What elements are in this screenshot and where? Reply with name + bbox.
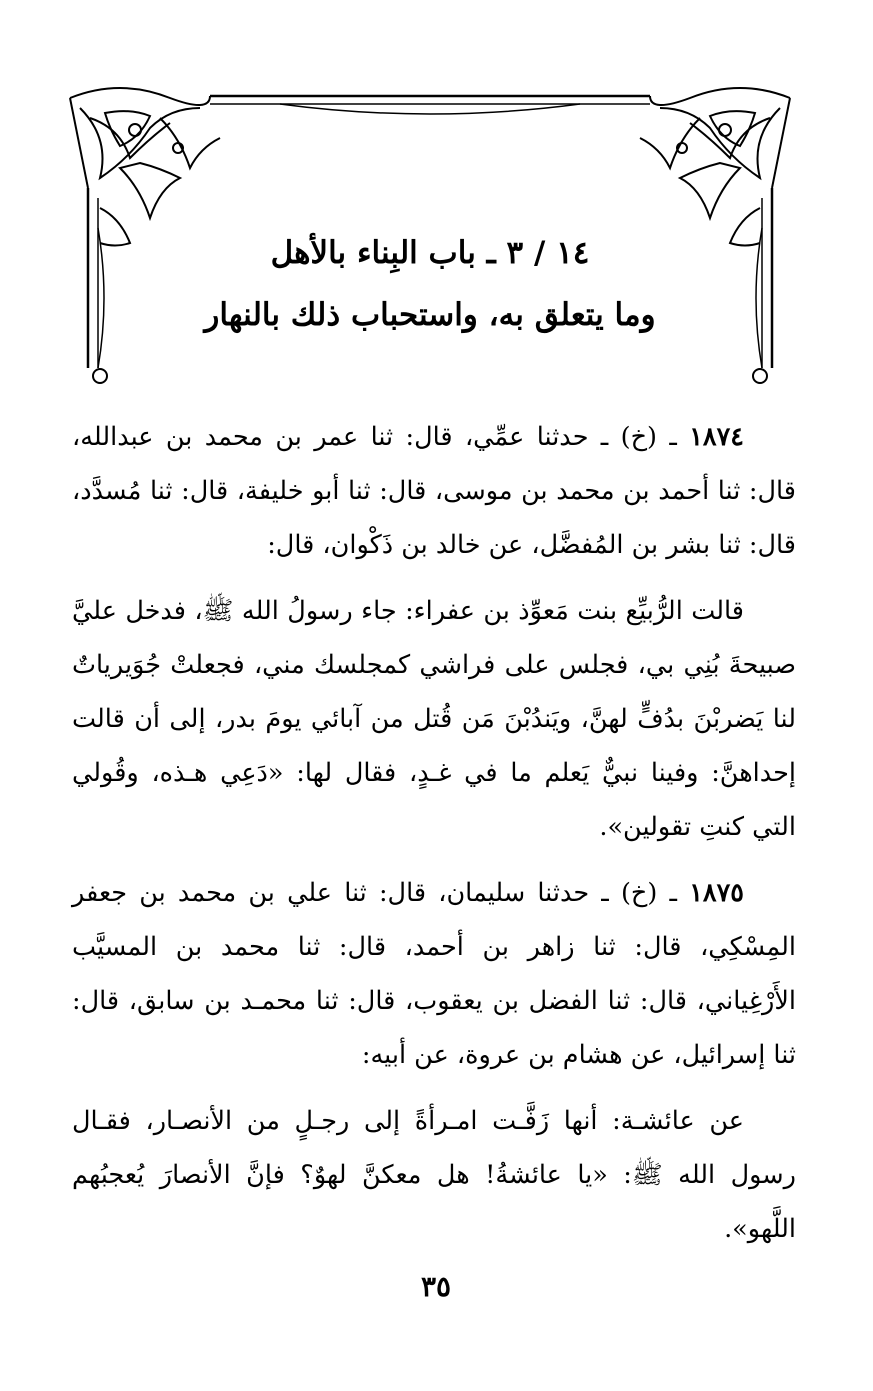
hadith-1874-chain (72, 410, 796, 572)
paragraph-gap (72, 1082, 796, 1094)
hadith-1875-text: عن عائشـة: أنها زَفَّـت امـرأةً إلى رجـلٍ من الأنصـار، فقـال رسول الله ﷺ: «يا عائشةُ! هل معكنَّ لهوٌ؟ فإنَّ الأنصارَ يُعجبُهم اللَّهو». (72, 1106, 796, 1244)
hadith-number: ١٨٧٥ (689, 878, 744, 908)
paragraph-gap (72, 854, 796, 866)
chapter-title (130, 222, 730, 346)
chapter-title-line-1: ١٤ / ٣ ـ باب البِناء بالأهل (270, 235, 590, 271)
hadith-1874-text: قالت الرُّبيِّع بنت مَعوِّذ بن عفراء: جاء رسولُ الله ﷺ، فدخل عليَّ صبيحةَ بُنِي بي، فجلس على فراشي كمجلسك مني، فجعلتْ جُوَيرياتٌ لنا يَضربْنَ بدُفٍّ لهنَّ، ويَندُبْنَ مَن قُتل من آبائي يومَ بدر، إلى أن قالت إحداهنَّ: وفينا نبيٌّ يَعلم ما في غـدٍ، فقال لها: «دَعِي هـذه، وقُولي التي كنتِ تقولين». (72, 596, 796, 842)
chapter-title-line-2: وما يتعلق به، واستحباب ذلك بالنهار (204, 297, 656, 333)
page-number: ٣٥ (420, 1270, 452, 1303)
paragraph-gap (72, 572, 796, 584)
isnad-text: ـ (خ) ـ حدثنا سليمان، قال: ثنا علي بن محمد بن جعفر المِسْكِي، قال: ثنا زاهر بن أحمد، قال: ثنا محمد بن المسيَّب الأَرْغِياني، قال: ثنا الفضل بن يعقوب، قال: ثنا محمـد بن سابق، قال: ثنا إسرائيل، عن هشام بن عروة، عن أبيه: (72, 878, 796, 1070)
hadith-number: ١٨٧٤ (689, 422, 744, 452)
body-text (72, 410, 796, 1256)
isnad-text: ـ (خ) ـ حدثنا عمِّي، قال: ثنا عمر بن محمد بن عبدالله، قال: ثنا أحمد بن محمد بن موسى، قال: ثنا أبو خليفة، قال: ثنا مُسدَّد، قال: ثنا بشر بن المُفضَّل، عن خالد بن ذَكْوان، قال: (72, 422, 796, 560)
hadith-1875-chain (72, 866, 796, 1082)
